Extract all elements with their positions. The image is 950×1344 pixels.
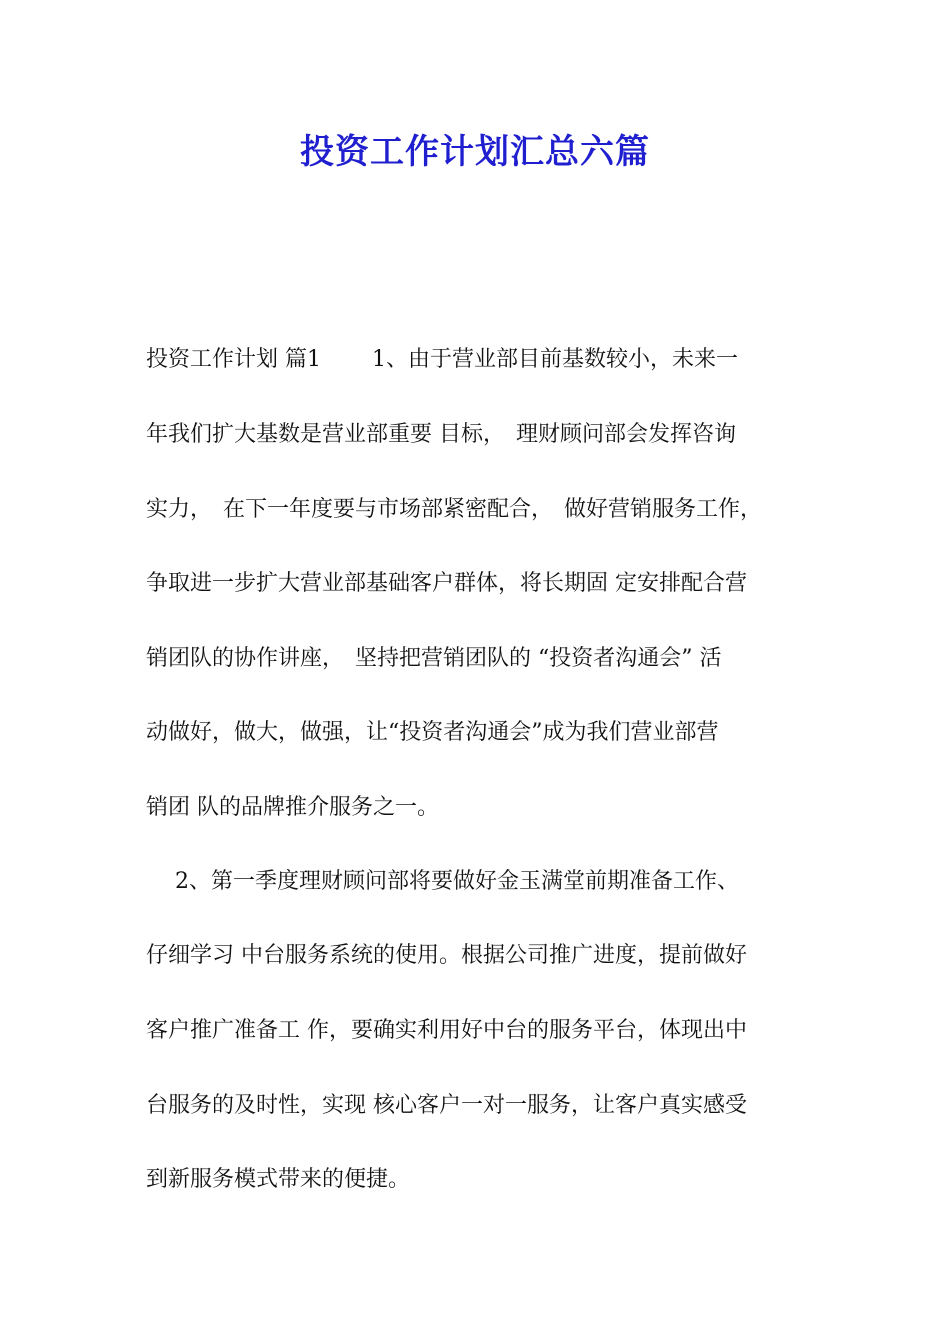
body-line: 仔细学习 中台服务系统的使用。根据公司推广进度，提前做好 — [146, 943, 747, 968]
document-title: 投资工作计划汇总六篇 — [300, 132, 650, 172]
body-line: 投资工作计划 篇1 1、由于营业部目前基数较小，未来一 — [146, 347, 738, 372]
body-line: 2、第一季度理财顾问部将要做好金玉满堂前期准备工作、 — [146, 869, 739, 894]
body-line: 动做好，做大，做强，让“投资者沟通会”成为我们营业部营 — [146, 720, 719, 745]
body-line: 实力， 在下一年度要与市场部紧密配合， 做好营销服务工作， — [146, 497, 763, 522]
body-line: 到新服务模式带来的便捷。 — [146, 1167, 411, 1192]
body-line: 台服务的及时性，实现 核心客户一对一服务，让客户真实感受 — [146, 1093, 747, 1118]
body-line: 销团 队的品牌推介服务之一。 — [146, 795, 439, 820]
body-line: 销团队的协作讲座， 坚持把营销团队的 “投资者沟通会” 活 — [146, 646, 722, 671]
body-line: 年我们扩大基数是营业部重要 目标， 理财顾问部会发挥咨询 — [146, 422, 736, 447]
body-line: 争取进一步扩大营业部基础客户群体，将长期固 定安排配合营 — [146, 571, 747, 596]
body-line: 客户推广准备工 作，要确实利用好中台的服务平台，体现出中 — [146, 1018, 747, 1043]
